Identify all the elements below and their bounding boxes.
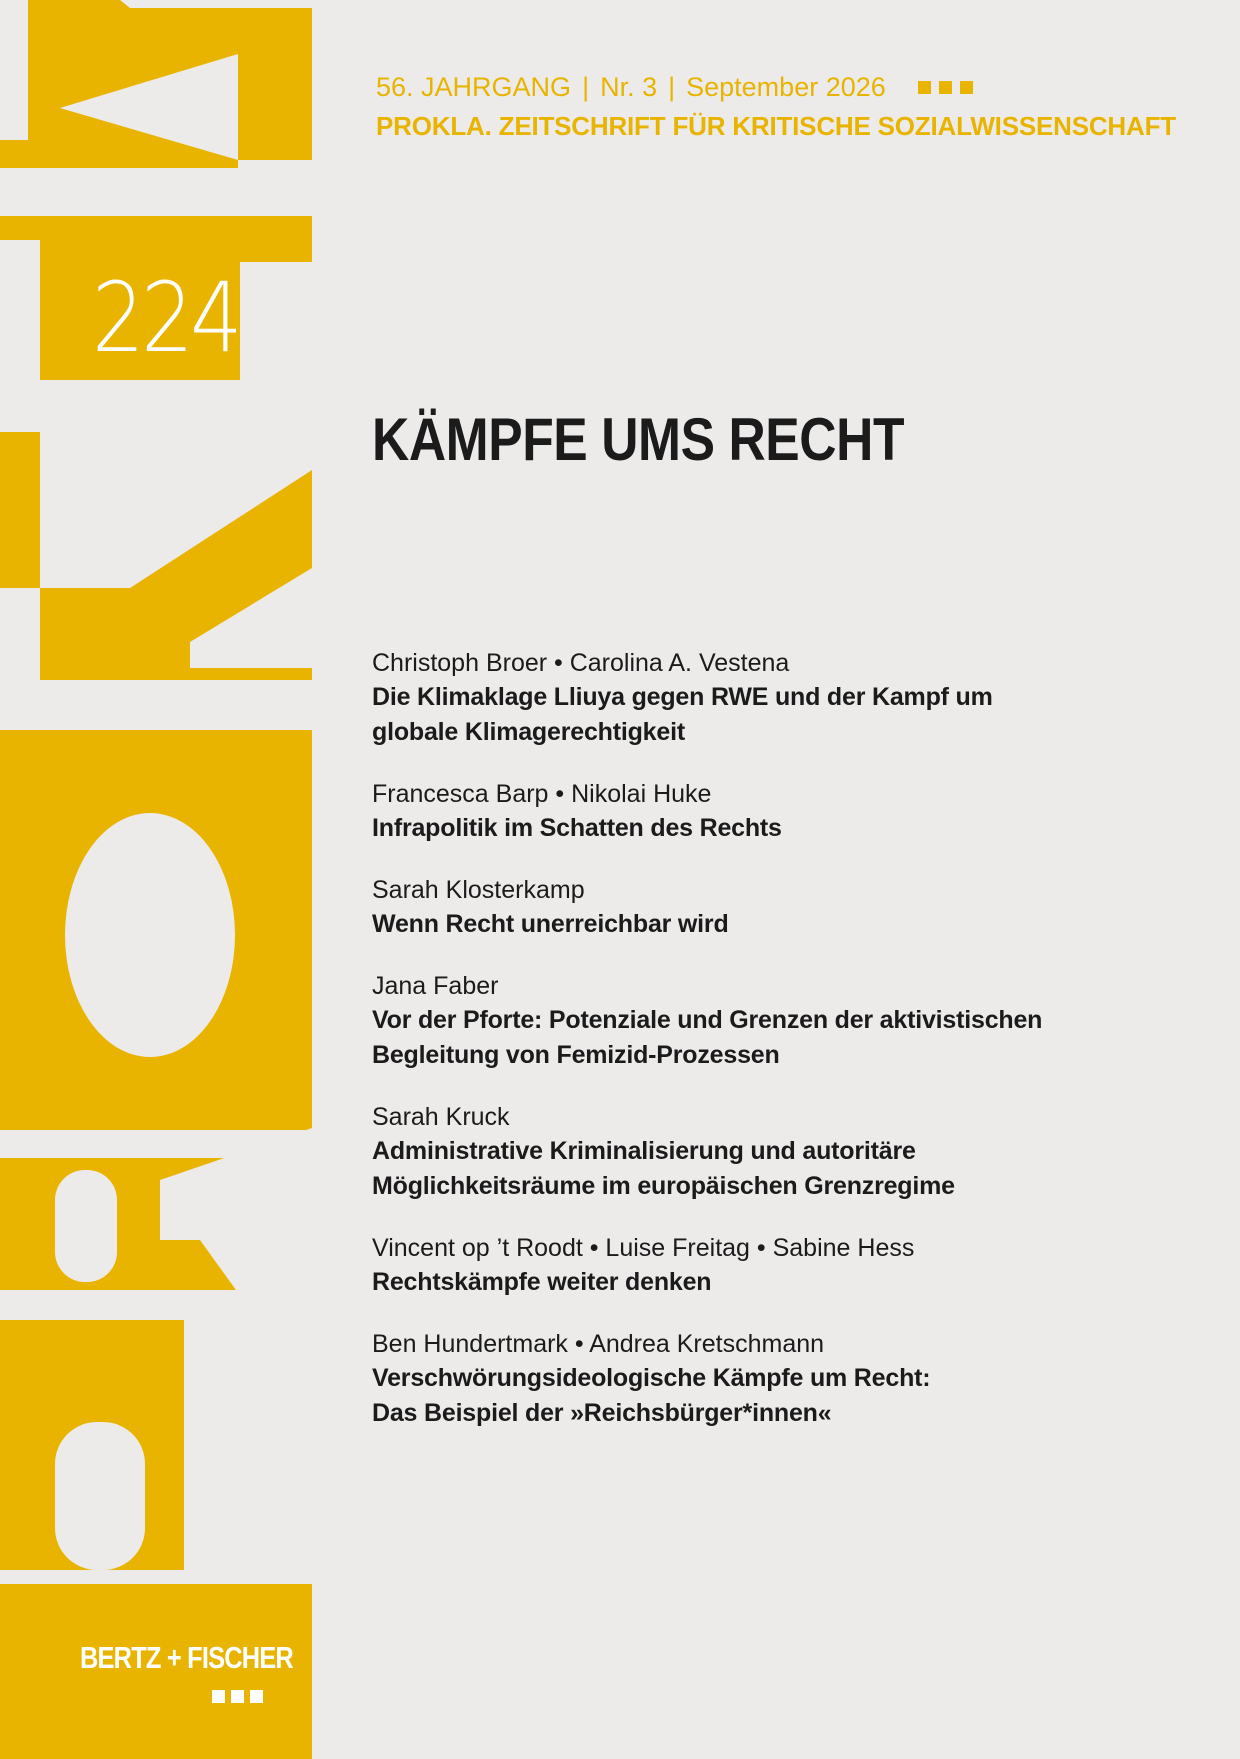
issue-date: September 2026: [686, 72, 886, 102]
separator: |: [582, 72, 590, 102]
volume: 56. JAHRGANG: [376, 72, 572, 102]
issue-no: Nr. 3: [600, 72, 658, 102]
article-authors: Vincent op ’t Roodt • Luise Freitag • Sabine Hess: [372, 1234, 915, 1262]
article-entry: [372, 777, 1192, 846]
article-title: globale Klimagerechtigkeit: [372, 718, 685, 746]
cover-spine: [0, 0, 312, 1759]
journal-name: [376, 111, 1176, 142]
article-title: Wenn Recht unerreichbar wird: [372, 910, 729, 938]
journal-subtitle: ZEITSCHRIFT FÜR KRITISCHE SOZIALWISSENSCHAFT: [491, 111, 1176, 141]
article-authors: Sarah Kruck: [372, 1103, 510, 1131]
header-dots: [918, 81, 973, 94]
cover-header: [376, 72, 1176, 142]
article-authors: Francesca Barp • Nikolai Huke: [372, 780, 712, 808]
article-title: Das Beispiel der »Reichsbürger*innen«: [372, 1399, 832, 1427]
publisher-logo: BERTZ + FISCHER: [80, 1640, 293, 1675]
article-entry: [372, 873, 1192, 942]
article-title: Begleitung von Femizid-Prozessen: [372, 1041, 780, 1069]
table-of-contents: [372, 646, 1192, 1458]
article-authors: Sarah Klosterkamp: [372, 876, 585, 904]
article-entry: [372, 1100, 1192, 1204]
publisher-dots: [212, 1690, 269, 1708]
article-title: Vor der Pforte: Potenziale und Grenzen der aktivistischen: [372, 1006, 1043, 1034]
issue-number: 224: [92, 262, 240, 374]
article-entry: [372, 1231, 1192, 1300]
article-entry: [372, 646, 1192, 750]
journal-short-name: PROKLA.: [376, 111, 492, 141]
article-title: Verschwörungsideologische Kämpfe um Recht:: [372, 1364, 931, 1392]
article-authors: Jana Faber: [372, 972, 499, 1000]
article-title: Möglichkeitsräume im europäischen Grenzregime: [372, 1172, 955, 1200]
article-authors: Christoph Broer • Carolina A. Vestena: [372, 649, 790, 677]
article-title: Infrapolitik im Schatten des Rechts: [372, 814, 782, 842]
article-entry: [372, 1327, 1192, 1431]
article-title: Administrative Kriminalisierung und autoritäre: [372, 1137, 916, 1165]
article-authors: Ben Hundertmark • Andrea Kretschmann: [372, 1330, 825, 1358]
article-title: Rechtskämpfe weiter denken: [372, 1268, 712, 1296]
article-title: Die Klimaklage Lliuya gegen RWE und der Kampf um: [372, 683, 993, 711]
issue-meta: [376, 72, 1176, 103]
separator: |: [668, 72, 676, 102]
issue-title: KÄMPFE UMS RECHT: [372, 406, 905, 473]
article-entry: [372, 969, 1192, 1073]
